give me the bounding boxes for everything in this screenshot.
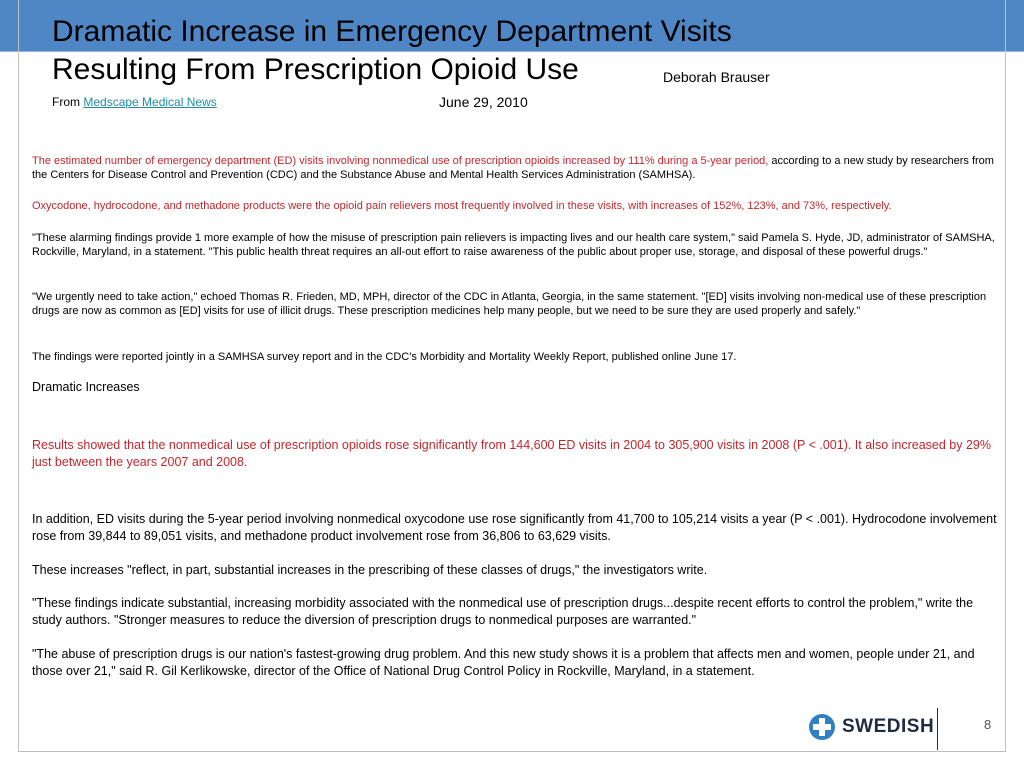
- paragraph-6: Results showed that the nonmedical use of prescription opioids rose significantly from 144,600 ED visits in 2004 to 305,900 visits in 2008 (P < .001). It also increased by 29% just between the years 2007 and 2008.: [32, 438, 991, 469]
- paragraph-1: [32, 154, 998, 182]
- publication-date: June 29, 2010: [439, 94, 528, 110]
- author-name: Deborah Brauser: [663, 69, 770, 85]
- paragraph-7: In addition, ED visits during the 5-year period involving nonmedical oxycodone use rose significantly from 41,700 to 105,214 visits a year (P < .001). Hydrocodone involvement rose from 39,844 to 89,051 visits, and methadone product involvement rose from 36,806 to 63,629 visits.: [32, 512, 997, 543]
- paragraph-10: "The abuse of prescription drugs is our nation's fastest-growing drug problem. And this new study shows it is a problem that affects men and women, people under 21, and those over 21," said R. Gil Kerlikowske, director of the Office of National Drug Control Policy in Rockville, Maryland, in a statement.: [32, 647, 975, 678]
- footer-divider: [937, 708, 938, 750]
- medical-cross-icon: [808, 713, 836, 741]
- page-number: 8: [984, 717, 992, 732]
- slide-frame: [18, 0, 1006, 752]
- paragraph-9: "These findings indicate substantial, increasing morbidity associated with the nonmedical use of prescription drugs...despite recent efforts to control the problem," write the study authors. "Stronger measures to reduce the diversion of prescription drugs to nonmedical purposes are warranted.": [32, 596, 974, 627]
- paragraph-2: Oxycodone, hydrocodone, and methadone products were the opioid pain relievers most frequently involved in these visits, with increases of 152%, 123%, and 73%, respectively.: [32, 200, 892, 212]
- section-heading: Dramatic Increases: [32, 380, 140, 394]
- title-line-1: Dramatic Increase in Emergency Department Visits: [52, 15, 732, 48]
- paragraph-3: "These alarming findings provide 1 more example of how the misuse of prescription pain relievers is impacting lives and our health care system," said Pamela S. Hyde, JD, administrator of SAMSHA, Rockville, Maryland, in a statement. "This public health threat requires an all-out effort to raise awareness of the public about proper use, storage, and disposal of these powerful drugs.": [32, 232, 995, 258]
- title-line-2: Resulting From Prescription Opioid Use: [52, 53, 579, 86]
- slide-title: [52, 13, 732, 89]
- source-line: [52, 95, 217, 109]
- swedish-logo: [808, 712, 934, 742]
- source-prefix: From: [52, 95, 84, 109]
- paragraph-1-rest: according to a new study by researchers from the Centers for Disease Control and Prevention (CDC) and the Substance Abuse and Mental Health Services Administration (SAMHSA).: [32, 155, 994, 181]
- source-link[interactable]: Medscape Medical News: [83, 95, 217, 109]
- paragraph-5: The findings were reported jointly in a SAMHSA survey report and in the CDC's Morbidity and Mortality Weekly Report, published online June 17.: [32, 351, 737, 363]
- logo-text: SWEDISH: [842, 716, 935, 737]
- paragraph-8: These increases "reflect, in part, substantial increases in the prescribing of these classes of drugs," the investigators write.: [32, 563, 708, 577]
- paragraph-4: "We urgently need to take action," echoed Thomas R. Frieden, MD, MPH, director of the CDC in Atlanta, Georgia, in the same statement. "[ED] visits involving non-medical use of these prescription drugs are now as common as [ED] visits for use of illicit drugs. These prescription medicines help many people, but we need to be sure they are used properly and safely.": [32, 291, 987, 317]
- paragraph-1-highlight: The estimated number of emergency department (ED) visits involving nonmedical use of prescription opioids increased by 111% during a 5-year period,: [32, 155, 769, 167]
